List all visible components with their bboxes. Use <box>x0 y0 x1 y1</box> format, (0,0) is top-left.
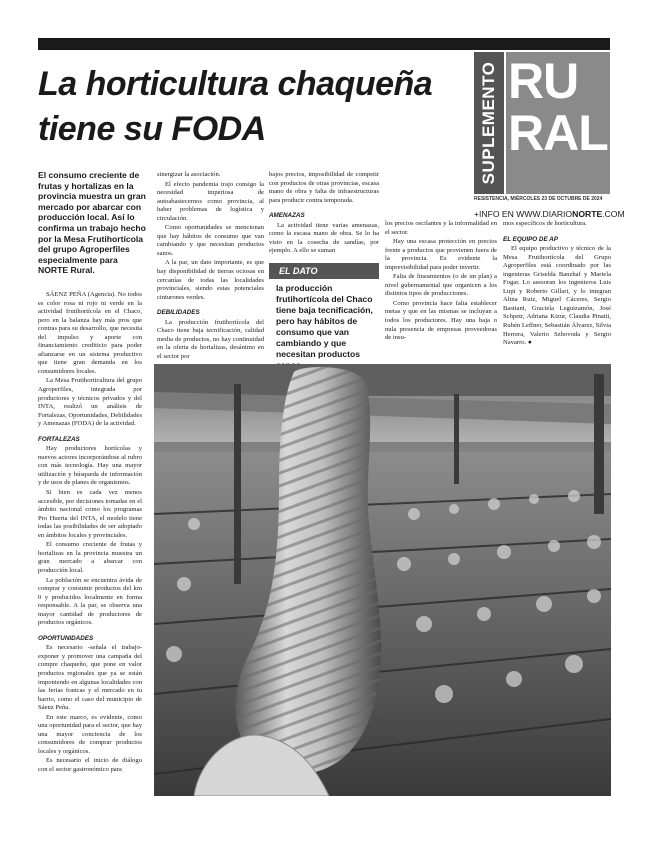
supplement-title-line-1: RU <box>508 53 579 109</box>
paragraph: En este marco, es evidente, como una oportunidad para el sector, que hay una mayor conciencia de los consumidores de comprar productos locales y orgánicos. <box>38 713 142 755</box>
column-1 <box>38 291 142 776</box>
subhead-debilidades: DEBILIDADES <box>157 309 200 317</box>
paragraph: La producción frutihortícola del Chaco tiene baja tecnificación, calidad media de productos, no hay continuidad en la oferta de hortalizas, desánimo en el sector por <box>157 318 264 360</box>
supplement-title-line-2: RAL <box>508 105 608 161</box>
paragraph: Como provincia hace falta establecer metas y que en las mismas se incluyan a todos los productores. Hay una baja o nula presencia de empresas proveedoras de insu- <box>385 299 497 342</box>
paragraph: Hay productores hortícolas y nuevos actores incorporándose al rubro con más tecnología. Hay una mayor utilización y búsqueda de información y de usos de planes de organismos. <box>38 445 142 487</box>
column-3 <box>269 171 379 257</box>
dato-label: EL DATO <box>279 266 318 276</box>
dato-text: la producción frutihortícola del Chaco tiene baja tecnificación, pero hay hábitos de consumo que van cambiando y que necesitan productos <box>276 283 373 359</box>
dato-label-box <box>269 263 379 279</box>
paragraph: Falta de lineamientos (o de un plan) a nivel gubernamental que organicen a los distintos tipos de producciones. <box>385 273 497 298</box>
subhead-oportunidades: OPORTUNIDADES <box>38 634 94 642</box>
paragraph: Si bien es cada vez menos accesible, por decisiones tomadas en el ámbito nacional como los programas Pro Huerta del INTA, el modelo tiene todas las posibilidades de ser adoptado en ámbitos locales y provinciales. <box>38 489 142 539</box>
paragraph: El efecto pandemia trajo consigo la necesidad imperiosa de autoabastecernos como provincia, al haber problemas de logística y circulación. <box>157 180 264 222</box>
column-4 <box>385 220 497 344</box>
paragraph: El consumo creciente de frutas y hortalizas en la provincia muestra un gran mercado a abarcar con producción local. <box>38 541 142 574</box>
issue-dateline: RESISTENCIA, MIÉRCOLES 23 DE OCTUBRE DE 2024 <box>474 196 603 202</box>
supplement-title-block <box>506 52 610 194</box>
subhead-equipo: EL EQUIPO DE AP <box>503 235 558 243</box>
photo-illustration <box>154 364 611 796</box>
paragraph: La actividad tiene varias amenazas, como la escasa mano de obra. Se lo ha visto en la cosecha de sandías, por ejemplo. A ello se suman <box>269 221 379 255</box>
paragraph: Como oportunidades se mencionan que hay hábitos de consumo que van cambiando y que necesitan productos sanos. <box>157 224 264 257</box>
top-rule <box>38 38 610 50</box>
paragraph: Es necesario -señala el trabajo- exponer y promover una campaña del compre chaqueño, que pone en valor productos regionales que ya se están imponiendo en algunas localidades con las ferias francas y el mercado en tu barrio, como el caso del municipio de Sáenz Peña. <box>38 644 142 712</box>
paragraph: La población se encuentra ávida de comprar y consumir productos del km 0 y producidos localmente en forma responsable. A la par, se observa una mayor cantidad de productores de productos orgánicos. <box>38 576 142 627</box>
paragraph: El equipo productivo y técnico de la Mesa Frutihortícola del Grupo Agroperfiles está coordinado por las ingenieras Griselda Banzhaf y Mariela Fogar. Lo asesoran los ingenieros Luis Lupi y Roberto Gillari, y lo integran Alina Ruiz, Miguel Cáceres, Sergio Bastiani, Graciela Leguizamón, José Schpetr, Adriana Kizur, Claudia Pinatti, Rubén Leffner, Sebastián Álvarez, Silvia Herrera, Valerio Szbovoda y Sergio Navarro. ● <box>503 245 612 347</box>
subhead-amenazas: AMENAZAS <box>269 212 305 220</box>
paragraph: sinergizar la asociación. <box>157 171 221 178</box>
column-5 <box>503 220 611 349</box>
headline-line-2: tiene su FODA <box>38 110 266 148</box>
supplement-logo <box>474 52 610 194</box>
paragraph: los precios oscilantes y la informalidad en el sector. <box>385 220 497 236</box>
article-lead: El consumo creciente de frutas y hortalizas en la provincia muestra un gran mercado por abarcar con producción local. Así lo confirma un trabajo hecho por la Mesa Frutihortícola del grupo Agroperfiles especialmente para NORTE Rural. <box>38 170 146 276</box>
headline-line-1: La horticultura chaqueña <box>38 65 433 103</box>
column-2 <box>157 171 264 362</box>
subhead-fortalezas: FORTALEZAS <box>38 435 80 443</box>
web-link[interactable]: +INFO EN WWW.DIARIONORTE.COM <box>474 209 625 219</box>
paragraph: SÁENZ PEÑA (Agencia). No todos es color rosa ni rojo ni verde en la actividad frutihortícola en el Chaco, pero en la balanza hay más pros que contras para su desarrollo, que necesita del impulso y aporte con financiamiento crediticio para poder afianzarse en un sistema productivo que tiene gran demanda en los consumidores locales. <box>38 291 142 375</box>
photo-squash-greenhouse <box>154 364 611 796</box>
paragraph: Hay una escasa protección en precios frente a productos que provienen fuera de la provincia. Es evidente la imprevisibilidad para poder invertir. <box>385 238 497 271</box>
paragraph: A la par, un dato importante, es que hay disponibilidad de tierras ociosas en cercanías de todas las localidades provinciales, siendo estas potenciales cinturones verdes. <box>157 259 264 301</box>
paragraph: bajos precios, imposibilidad de competir con productos de otras provincias, escasa mano de obra y falta de infraestructuras para producir contra temporada. <box>269 171 379 204</box>
supplement-vertical-label: SUPLEMENTO <box>474 52 504 194</box>
paragraph: Es necesario el inicio de diálogo con el sector gastronómico para <box>38 757 142 773</box>
paragraph: La Mesa Frutihorticultura del grupo Agroperfiles, integrada por productores y técnicos privados y del INTA, realizó un análisis de Fortalezas, Oportunidades, Debilidades y Amenazas (FODA) de la actividad. <box>38 377 143 428</box>
paragraph: mos específicos de horticultura. <box>503 220 587 227</box>
headline <box>38 62 468 152</box>
